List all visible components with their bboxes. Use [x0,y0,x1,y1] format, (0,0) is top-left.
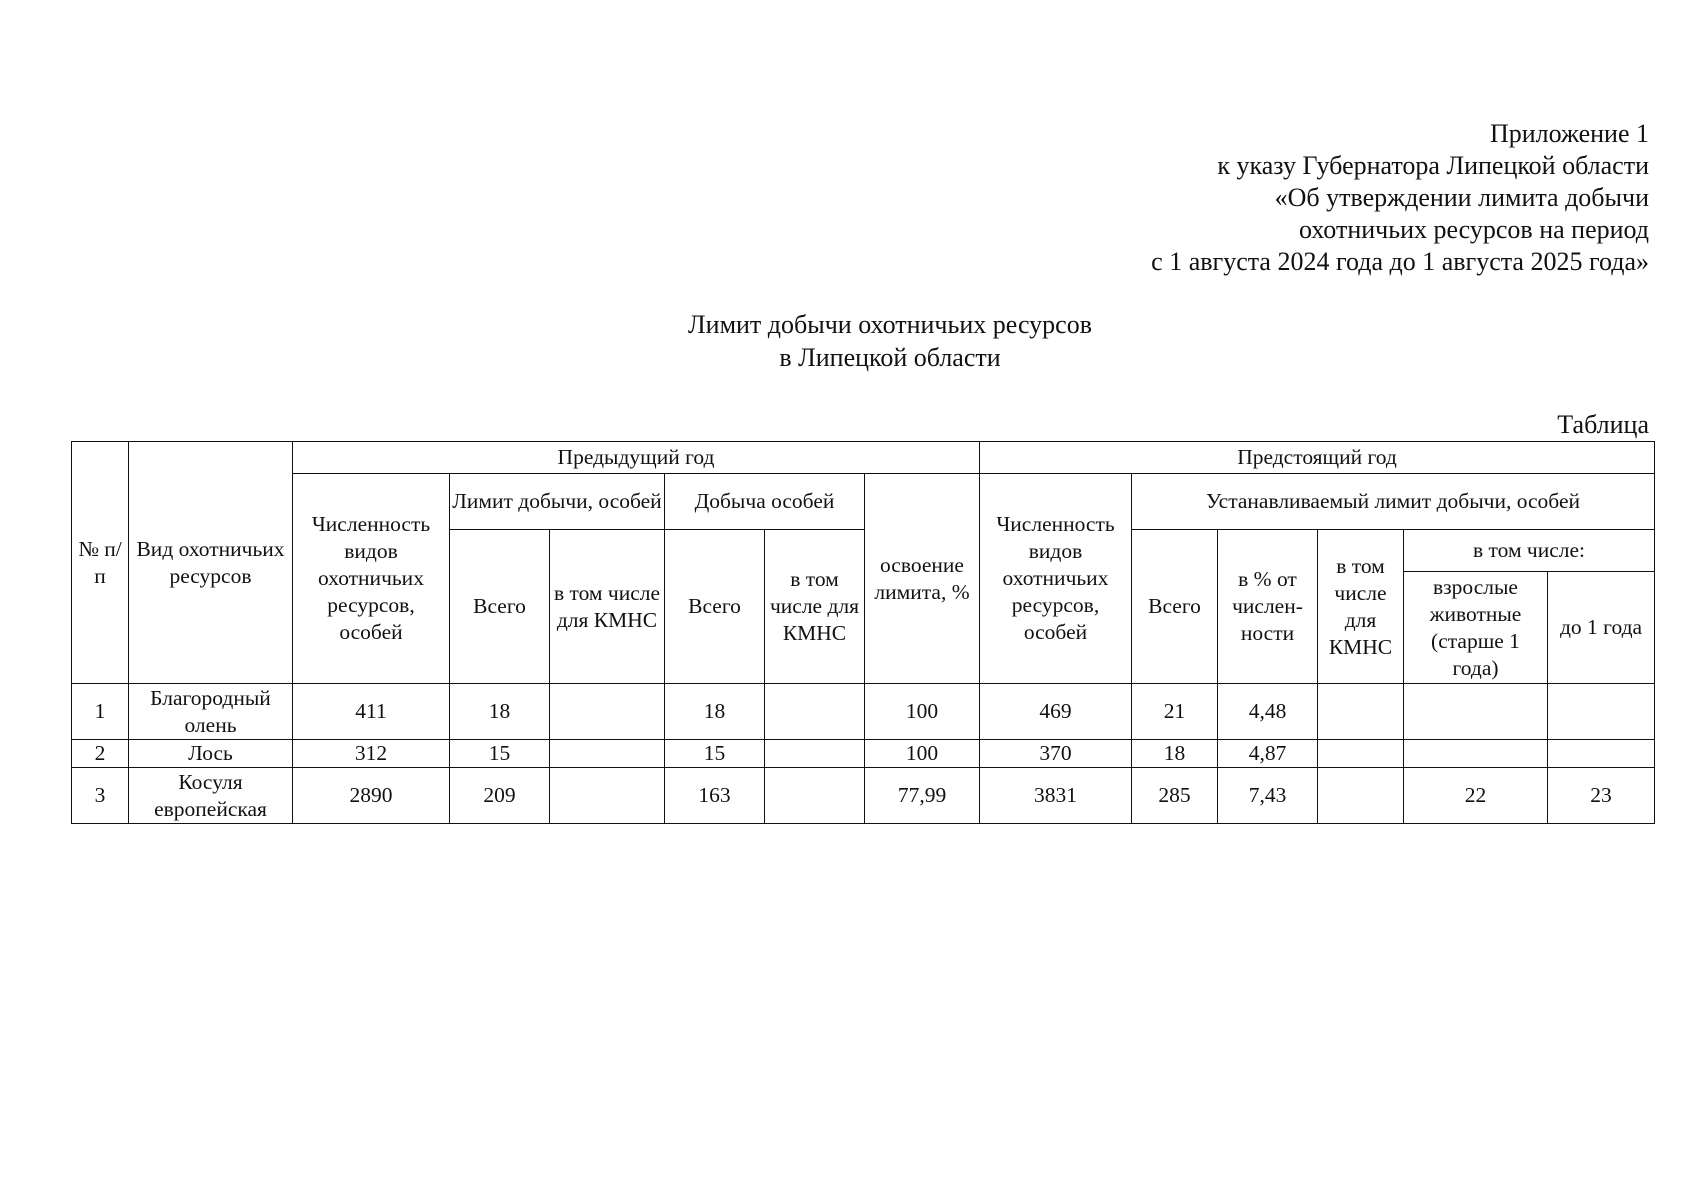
appendix-line: охотничьих ресурсов на период [1298,215,1649,244]
cell-next-population: 370 [980,740,1132,768]
cell-next-limit-percent: 4,48 [1218,684,1318,740]
cell-species: Косуля европейская [129,768,293,824]
table-row [72,684,1655,740]
cell-num: 1 [72,684,129,740]
title-line: Лимит добычи охотничьих ресурсов [688,310,1092,339]
header-species: Вид охотничьих ресурсов [129,442,293,684]
cell-adults [1404,740,1548,768]
appendix-line: Приложение 1 [1489,119,1649,148]
table-row [72,740,1655,768]
cell-next-limit-total: 21 [1132,684,1218,740]
header-prev-year: Предыдущий год [293,442,980,474]
cell-prev-limit-total: 18 [450,684,550,740]
title-line: в Липецкой области [779,343,1001,372]
header-row-groups [72,474,1655,530]
cell-next-population: 469 [980,684,1132,740]
cell-prev-limit-kmns [550,684,665,740]
appendix-line: к указу Губернатора Липецкой области [1217,151,1649,180]
cell-num: 2 [72,740,129,768]
header-prev-utilization: освоение лимита, % [865,474,980,684]
cell-adults [1404,684,1548,740]
cell-prev-limit-total: 15 [450,740,550,768]
header-next-limit-kmns: в том числе для КМНС [1318,530,1404,684]
cell-species: Лось [129,740,293,768]
header-prev-limit-total: Всего [450,530,550,684]
header-adults: взрослые животные (старше 1 года) [1404,572,1548,684]
cell-prev-harvest-total: 18 [665,684,765,740]
document-title [0,308,1697,374]
cell-prev-harvest-total: 163 [665,768,765,824]
cell-next-population: 3831 [980,768,1132,824]
cell-prev-limit-kmns [550,768,665,824]
cell-species: Благородный олень [129,684,293,740]
cell-under-one [1548,740,1655,768]
cell-next-limit-kmns [1318,768,1404,824]
cell-under-one [1548,684,1655,740]
limits-table [71,441,1655,824]
cell-next-limit-kmns [1318,684,1404,740]
cell-prev-utilization: 100 [865,740,980,768]
cell-prev-harvest-kmns [765,768,865,824]
cell-prev-harvest-kmns [765,684,865,740]
header-under-one: до 1 года [1548,572,1655,684]
header-prev-limit-kmns: в том числе для КМНС [550,530,665,684]
header-next-limit-percent: в % от числен-ности [1218,530,1318,684]
cell-adults: 22 [1404,768,1548,824]
cell-prev-harvest-total: 15 [665,740,765,768]
cell-prev-utilization: 77,99 [865,768,980,824]
cell-next-limit-percent: 4,87 [1218,740,1318,768]
header-num: № п/п [72,442,129,684]
cell-prev-population: 411 [293,684,450,740]
appendix-line: «Об утверждении лимита добычи [1274,183,1649,212]
cell-prev-limit-kmns [550,740,665,768]
appendix-line: с 1 августа 2024 года до 1 августа 2025 года» [1151,247,1649,276]
cell-prev-population: 2890 [293,768,450,824]
header-next-limit: Устанавливаемый лимит добычи, особей [1132,474,1655,530]
cell-num: 3 [72,768,129,824]
header-prev-harvest: Добыча особей [665,474,865,530]
header-prev-population: Численность видов охотничьих ресурсов, особей [293,474,450,684]
header-prev-limit: Лимит добычи, особей [450,474,665,530]
cell-next-limit-total: 285 [1132,768,1218,824]
header-prev-harvest-kmns: в том числе для КМНС [765,530,865,684]
header-row-years [72,442,1655,474]
header-next-population: Численность видов охотничьих ресурсов, особей [980,474,1132,684]
cell-prev-harvest-kmns [765,740,865,768]
table-row [72,768,1655,824]
appendix-block [1151,118,1649,278]
cell-next-limit-kmns [1318,740,1404,768]
header-next-year: Предстоящий год [980,442,1655,474]
cell-next-limit-total: 18 [1132,740,1218,768]
cell-prev-limit-total: 209 [450,768,550,824]
cell-under-one: 23 [1548,768,1655,824]
cell-prev-population: 312 [293,740,450,768]
table-caption: Таблица [1557,410,1649,439]
cell-prev-utilization: 100 [865,684,980,740]
header-prev-harvest-total: Всего [665,530,765,684]
cell-next-limit-percent: 7,43 [1218,768,1318,824]
header-including: в том числе: [1404,530,1655,572]
header-next-limit-total: Всего [1132,530,1218,684]
